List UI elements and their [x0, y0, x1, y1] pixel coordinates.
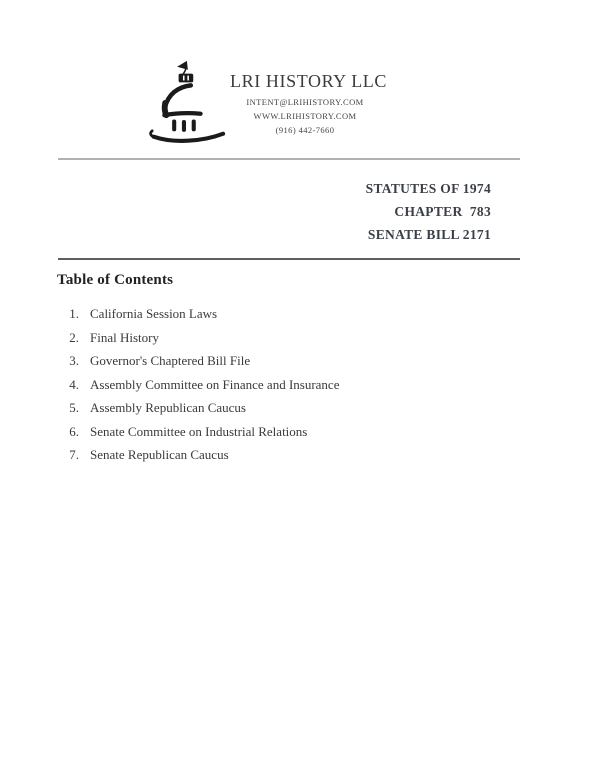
toc-item-label: Senate Committee on Industrial Relations — [90, 423, 308, 439]
toc-item-number: 5. — [69, 400, 79, 415]
toc-item-number: 1. — [69, 306, 79, 321]
toc-item — [57, 354, 339, 368]
company-name: LRI HISTORY LLC — [230, 71, 388, 91]
toc-title: Table of Contents — [57, 272, 174, 288]
toc-item-label: Final History — [90, 329, 159, 345]
toc-item-label: Assembly Republican Caucus — [90, 400, 246, 415]
toc-item — [57, 425, 339, 439]
toc-item-label: California Session Laws — [90, 306, 218, 321]
toc-item-number: 6. — [69, 423, 79, 439]
divider-top — [58, 158, 520, 160]
toc-list — [57, 307, 339, 472]
toc-item-number: 4. — [69, 376, 79, 392]
company-phone: (916) 442-7660 — [275, 125, 335, 135]
company-email: INTENT@LRIHISTORY.COM — [246, 97, 364, 107]
divider-bottom — [58, 258, 520, 260]
company-website: WWW.LRIHISTORY.COM — [253, 111, 357, 121]
toc-item-label: Assembly Committee on Finance and Insurance — [90, 376, 340, 392]
toc-item — [57, 378, 339, 392]
letterhead — [138, 58, 388, 144]
toc-item-number: 7. — [69, 447, 79, 462]
toc-item-number: 2. — [69, 329, 79, 345]
toc-item-number: 3. — [69, 353, 79, 368]
toc-item — [57, 331, 339, 345]
toc-item-label: Governor's Chaptered Bill File — [90, 353, 251, 368]
senate-bill-line: SENATE BILL 2171 — [367, 227, 491, 242]
toc-item — [57, 448, 339, 462]
toc-item — [57, 401, 339, 415]
chapter-line: CHAPTER 783 — [394, 204, 491, 219]
letterhead-text — [230, 58, 388, 144]
statutes-line: STATUTES OF 1974 — [365, 181, 491, 196]
toc-item-label: Senate Republican Caucus — [90, 447, 229, 462]
case-header — [366, 177, 491, 246]
toc-item — [57, 307, 339, 321]
capitol-dome-logo-icon — [138, 58, 226, 144]
